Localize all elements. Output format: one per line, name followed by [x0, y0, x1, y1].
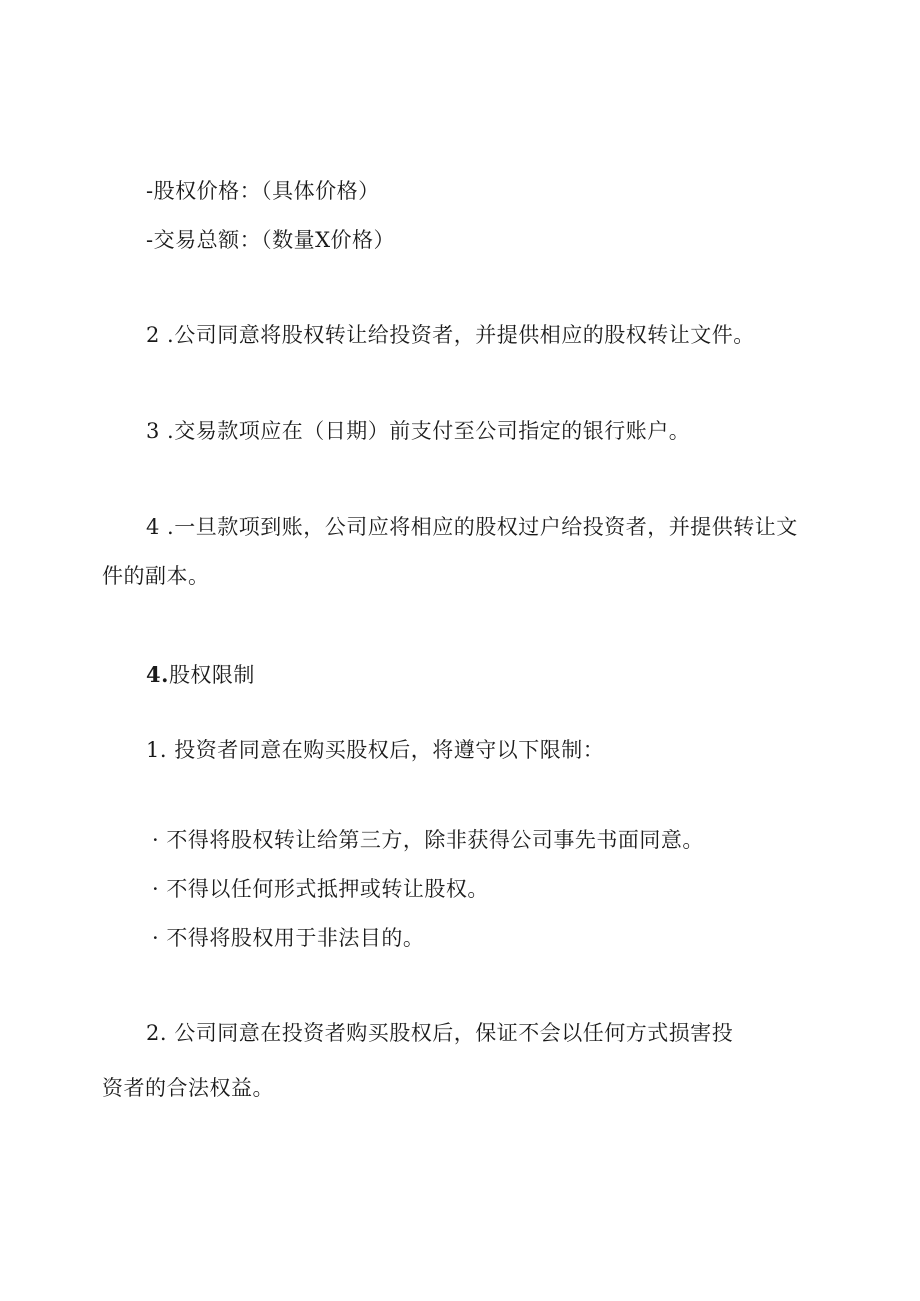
section-4-heading [146, 661, 255, 689]
item-4-line-2: 件的副本。 [102, 564, 210, 588]
restriction-item: · 不得以任何形式抵押或转让股权。 [152, 877, 489, 901]
item-2: 2 .公司同意将股权转让给投资者，并提供相应的股权转让文件。 [146, 323, 755, 347]
price-line: -股权价格：（具体价格） [146, 179, 380, 203]
restriction-item: · 不得将股权转让给第三方，除非获得公司事先书面同意。 [152, 828, 704, 852]
clause-2-line-2: 资者的合法权益。 [102, 1076, 274, 1100]
clause-2-line-1: 2. 公司同意在投资者购买股权后，保证不会以任何方式损害投 [146, 1021, 734, 1045]
total-line: -交易总额：（数量X价格） [146, 228, 396, 252]
item-4-line-1: 4 .一旦款项到账，公司应将相应的股权过户给投资者，并提供转让文 [146, 515, 798, 539]
section-4-number: 4. [146, 662, 169, 687]
section-4-title: 股权限制 [168, 663, 255, 687]
item-3: 3 .交易款项应在（日期）前支付至公司指定的银行账户。 [146, 419, 691, 443]
clause-1: 1. 投资者同意在购买股权后，将遵守以下限制： [146, 738, 605, 762]
restriction-item: · 不得将股权用于非法目的。 [152, 926, 425, 950]
